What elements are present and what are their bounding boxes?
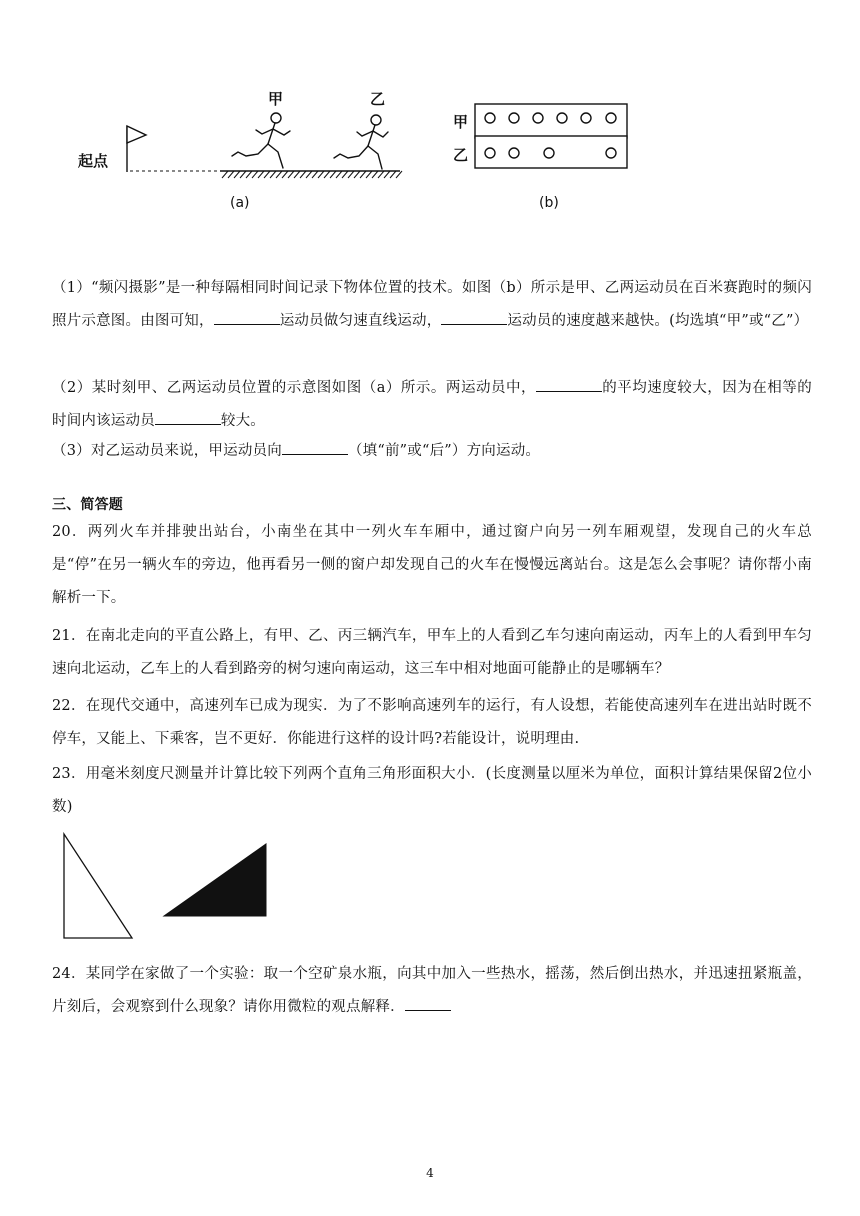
black-triangle: [164, 844, 266, 916]
runner-jia-label: 甲: [268, 90, 284, 108]
figure-a: [70, 82, 420, 212]
runner-jia-icon: [232, 113, 290, 168]
q19-part1: （1）“频闪摄影”是一种每隔相同时间记录下物体位置的技术。如图（b）所示是甲、乙两运动员在百米赛跑时的频闪照片示意图。由图可知， 运动员做匀速直线运动， 运动员的速度越来越快。(均选填“甲”或“乙”）: [52, 280, 812, 329]
question-22: 22．在现代交通中，高速列车已成为现实．为了不影响高速列车的运行，有人设想，若能使高速列车在进出站时既不停车，又能上、下乘客，岂不更好．你能进行这样的设计吗?若能设计，说明理由.: [52, 698, 812, 747]
row-jia-box: [475, 104, 627, 138]
start-flag-icon: [127, 126, 146, 172]
question-21: 21．在南北走向的平直公路上，有甲、乙、丙三辆汽车，甲车上的人看到乙车匀速向南运动，丙车上的人看到甲车匀速向北运动，乙车上的人看到路旁的树匀速向南运动，这三车中相对地面可能静止的是哪辆车？: [52, 628, 812, 677]
figure-a-caption: (a): [230, 195, 250, 211]
row-jia-label: 甲: [453, 113, 469, 131]
blank-q19-5[interactable]: [282, 440, 348, 455]
question-23: 23．用毫米刻度尺测量并计算比较下列两个直角三角形面积大小．(长度测量以厘米为单位，面积计算结果保留2位小数): [52, 766, 812, 815]
start-label: 起点: [78, 152, 109, 170]
figure-b: [445, 94, 645, 214]
ground: [220, 171, 402, 178]
row-yi-box: [475, 136, 627, 168]
blank-q19-1[interactable]: [214, 310, 280, 325]
blank-q19-3[interactable]: [536, 377, 602, 392]
triangles-figure: [60, 830, 280, 942]
page-number: 4: [426, 1166, 434, 1180]
section-title: 三、简答题: [52, 497, 123, 513]
blank-q19-4[interactable]: [155, 410, 221, 425]
row-yi-label: 乙: [453, 146, 469, 164]
white-triangle: [64, 834, 132, 938]
question-24: 24．某同学在家做了一个实验：取一个空矿泉水瓶，向其中加入一些热水，摇荡，然后倒出热水，并迅速扭紧瓶盖，片刻后，会观察到什么现象？请你用微粒的观点解释．: [52, 966, 812, 1015]
runner-yi-label: 乙: [370, 90, 386, 108]
runner-yi-icon: [334, 115, 388, 169]
blank-q24[interactable]: [405, 996, 451, 1011]
question-20: 20．两列火车并排驶出站台，小南坐在其中一列火车车厢中，通过窗户向另一列车厢观望，发现自己的火车总是“停”在另一辆火车的旁边，他再看另一侧的窗户却发现自己的火车在慢慢远离站台。这是怎么会事呢？请你帮小南解析一下。: [52, 524, 812, 606]
q19-part3: （3）对乙运动员来说，甲运动员向 （填“前”或“后”）方向运动。: [52, 440, 812, 462]
blank-q19-2[interactable]: [441, 310, 507, 325]
figure-b-caption: (b): [539, 195, 559, 211]
q19-part2: （2）某时刻甲、乙两运动员位置的示意图如图（a）所示。两运动员中， 的平均速度较大，因为在相等的时间内该运动员 较大。: [52, 372, 812, 438]
